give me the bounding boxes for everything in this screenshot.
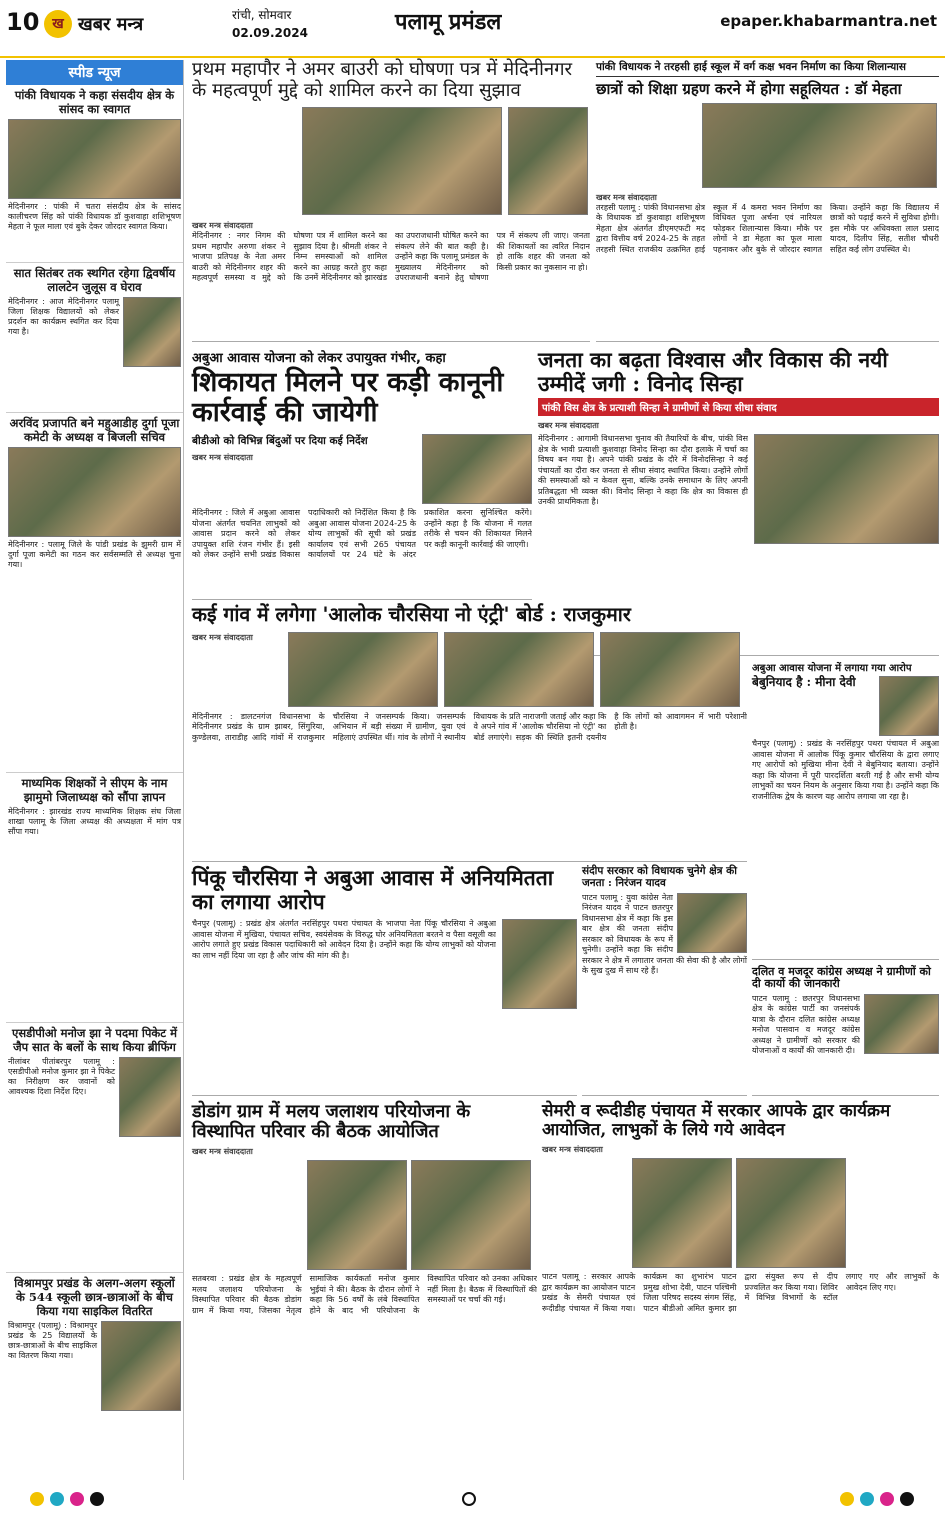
brief-body: मेदिनीनगर : आज मेदिनीनगर पलामू जिला शिक्षक विद्यालयों को लेकर प्रदर्शन का कार्यक्रम स्थगित कर दिया गया है। xyxy=(8,297,119,336)
edition-date: 02.09.2024 xyxy=(232,26,308,40)
page-number: 10 xyxy=(6,8,40,36)
dodang-headline: डोडांग ग्राम में मलय जलाशय परियोजना के विस्थापित परिवार की बैठक आयोजित xyxy=(192,1101,471,1143)
bureau-line: खबर मन्त्र संवाददाता xyxy=(192,632,253,642)
brief-headline: विश्रामपुर प्रखंड के अलग-अलग स्कूलों के 544 स्कूली छात्र-छात्राओं के बीच किया गया साइकिल वितरित xyxy=(14,1276,175,1318)
sandeep-portrait xyxy=(677,893,747,953)
sandeep-body: पाटन पलामू : युवा कांग्रेस नेता निरंजन यादव ने पाटन छतरपुर विधानसभा क्षेत्र में कहा कि इस बार क्षेत्र की जनता संदीप सरकार को विधायक के रूप में चुनेगी। उन्होंने कहा कि संदीप सरकार ने क्षेत्र में लगातार जनता की सेवा की है और लोगों के सुख दुख में साथ रहे हैं। xyxy=(582,892,747,975)
bureau-line: खबर मन्त्र संवाददाता xyxy=(192,453,253,463)
brief-item[interactable] xyxy=(6,1023,183,1273)
mina-body: चैनपुर (पलामू) : प्रखंड के नरसिंहपुर पथरा पंचायत में अबुआ आवास योजना में आलोक पिंकू कुमार चौरसिया के द्वारा लगाए गए आरोपों को मुखिया मीना देवी ने बेबुनियाद बताया। उन्होंने कहा कि योजना में पूरी पारदर्शिता बरती गई है और सभी योग्य लाभुकों का चयन नियम के अनुसार किया गया है। उन्होंने कहा कि राजनीतिक द्वेष के कारण यह आरोप लगाया जा रहा है। xyxy=(752,739,939,801)
brief-item[interactable] xyxy=(6,773,183,1023)
dalit-headline: दलित व मजदूर कांग्रेस अध्यक्ष ने ग्रामीणों को दी कार्यो की जानकारी xyxy=(752,965,931,991)
alok-body: मेदिनीनगर : डालटनगंज विधानसभा के मेदिनीनगर प्रखंड के ग्राम झाबर, सिंगुरिया, कुण्डेलवा, ताराडीह आदि गांवों में राजकुमार चौरसिया ने जनसम्पर्क किया। जनसम्पर्क अभियान में बड़ी संख्या में ग्रामीण, युवा एवं महिलाएं उपस्थित थीं। गांव के लोगों ने स्थानीय विधायक के प्रति नाराजगी जताई और कहा कि वे अपने गांव में 'आलोक चौरसिया नो एंट्री' का बोर्ड लगाएंगे। सड़क की स्थिति इतनी दयनीय है कि लोगों को आवागमन में भारी परेशानी होती है। xyxy=(192,711,747,742)
top-story[interactable] xyxy=(192,60,590,342)
mina-portrait xyxy=(879,676,939,736)
semri-headline: सेमरी व रूदीडीह पंचायत में सरकार आपके द्वार कार्यक्रम आयोजित, लाभुकों के लिये गये आवेदन xyxy=(542,1101,891,1141)
right-top-kicker: पांकी विधायक ने तरहसी हाई स्कूल में वर्ग कक्ष भवन निर्माण का किया शिलान्यास xyxy=(596,60,939,77)
registration-mark-icon xyxy=(30,1492,44,1506)
brief-body: मेदिनीनगर : पांकी में चतरा संसदीय क्षेत्र के सांसद कालीचरण सिंह को पांकी विधायक डॉ कुशवाहा शशिभूषण मेहता ने फूल माला एवं बुके देकर जोरदार स्वागत किया। xyxy=(8,202,181,231)
brief-headline: माध्यमिक शिक्षकों ने सीएम के नाम झामुमो जिलाध्यक्ष को सौंपा ज्ञापन xyxy=(21,776,168,804)
awas-subhead: बीडीओ को विभिन्न बिंदुओं पर दिया कई निर्देश xyxy=(192,435,368,448)
alok-photo-3 xyxy=(600,632,740,707)
registration-mark-icon xyxy=(70,1492,84,1506)
speed-news-label: स्पीड न्यूज xyxy=(6,60,183,85)
awas-headline: शिकायत मिलने पर कड़ी कानूनी कार्रवाई की जायेगी xyxy=(192,367,504,429)
vinod-photo xyxy=(754,434,939,544)
epaper-url[interactable]: epaper.khabarmantra.net xyxy=(720,12,937,30)
brief-body: मेदिनीनगर : पलामू जिले के पांडी प्रखंड के झुमरी ग्राम में दुर्गा पूजा कमेटी का गठन कर सर्वसम्मति से अध्यक्ष चुना गया। xyxy=(8,540,181,569)
top-story-headline: प्रथम महापौर ने अमर बाउरी को घोषणा पत्र में मेदिनीनगर के महत्वपूर्ण मुद्दे को शामिल करने का दिया सुझाव xyxy=(192,59,573,101)
vinod-headline: जनता का बढ़ता विश्वास और विकास की नयी उम्मीदें जगी : विनोद सिन्हा xyxy=(538,347,888,396)
dodang-body: सतबरवा : प्रखंड क्षेत्र के महत्वपूर्ण मलय जलाशय परियोजना के विस्थापित परिवार की बैठक डोडांग ग्राम में किया गया, जिसका नेतृत्व सामाजिक कार्यकर्ता मनोज कुमार भुईयां ने की। बैठक के दौरान लोगों ने कहा कि 56 वर्षों के लंबे विस्थापित होने के बाद भी परियोजना के विस्थापित परिवार को उनका अधिकार नहीं मिला है। बैठक में विस्थापितों की समस्याओं पर चर्चा की गई। xyxy=(192,1274,537,1315)
registration-mark-icon xyxy=(50,1492,64,1506)
brief-item[interactable] xyxy=(6,1273,183,1488)
brief-item[interactable] xyxy=(6,413,183,773)
awas-portrait xyxy=(422,434,532,504)
bureau-line: खबर मन्त्र संवाददाता xyxy=(192,1147,253,1157)
brief-photo xyxy=(8,119,181,199)
registration-mark-icon xyxy=(840,1492,854,1506)
brand-name: खबर मन्त्र xyxy=(78,14,144,35)
right-top-headline: छात्रों को शिक्षा ग्रहण करने में होगा सहूलियत : डॉ मेहता xyxy=(596,80,902,98)
brief-headline: एसडीपीओ मनोज झा ने पदमा पिकेट में जैप सात के बलों के साथ किया ब्रीफिंग xyxy=(12,1026,177,1054)
alok-photo-1 xyxy=(288,632,438,707)
brief-portrait xyxy=(119,1057,181,1137)
dalit-body: पाटन पलामू : छतरपुर विधानसभा क्षेत्र के कांग्रेस पार्टी का जनसंपर्क यात्रा के दौरान दलित कांग्रेस अध्यक्ष मनोज पासवान व मजदूर कांग्रेस अध्यक्ष ने ग्रामीणों को सरकार की योजनाओं व कार्यों की जानकारी दी। xyxy=(752,993,860,1056)
semri-photo xyxy=(632,1158,732,1268)
brief-body: विश्रामपुर (पलामू) : विश्रामपुर प्रखंड के 25 विद्यालयों के छात्र-छात्राओं के बीच साइकिल का वितरण किया गया। xyxy=(8,1321,97,1360)
registration-mark-icon xyxy=(900,1492,914,1506)
top-story-photo-2 xyxy=(508,107,588,215)
pinku-headline: पिंकू चौरसिया ने अबुआ आवास में अनियमितता का लगाया आरोप xyxy=(192,865,554,914)
registration-mark-icon xyxy=(880,1492,894,1506)
brief-headline: सात सितंबर तक स्थगित रहेगा द्विवर्षीय लालटेन जुलूस व घेराव xyxy=(13,266,176,294)
semri-story[interactable] xyxy=(542,1102,939,1480)
masthead xyxy=(0,0,945,58)
dalit-photo xyxy=(864,994,939,1054)
brand-logo-icon: ख xyxy=(44,10,72,38)
pinku-story[interactable] xyxy=(192,866,577,1096)
top-story-photo xyxy=(302,107,502,215)
dalit-story[interactable] xyxy=(752,966,939,1096)
vinod-body: मेदिनीनगर : आगामी विधानसभा चुनाव की तैयारियों के बीच, पांकी विस क्षेत्र के भावी प्रत्याशी कुशवाहा विनोद सिन्हा का दौरा इलाके में चर्चा का विषय बन गया है। अपने पांकी प्रखंड के दौरे में विनोदसिन्हा ने कई पंचायतों का दौरा कर जनता से सीधा संवाद स्थापित किया। उन्होंने लोगों की समस्याओं को न केवल सुना, बल्कि उनके समाधान के लिए अपनी प्रतिबद्धता भी व्यक्त की। विनोद सिन्हा ने कहा कि क्षेत्र का विकास ही उनकी प्राथमिकता है। xyxy=(538,434,748,507)
awas-body: मेदिनीनगर : जिले में अबुआ आवास योजना अंतर्गत चयनित लाभुकों को आवास प्रदान करने को लेकर उपायुक्त शशि रंजन गंभीर हैं। इसी को लेकर उन्होंने सभी प्रखंड विकास पदाधिकारी को निर्देशित किया है कि अबुआ आवास योजना 2024-25 के योग्य लाभुकों की सूची को प्रखंड कार्यालय एवं सभी 265 पंचायत कार्यालयों पर 24 घंटे के अंदर प्रकाशित करना सुनिश्चित करेंगे। उन्होंने कहा है कि योजना में गलत तरीके से चयन की शिकायत मिलने पर कड़ी कानूनी कार्रवाई की जाएगी। xyxy=(192,508,532,560)
alok-photo-2 xyxy=(444,632,594,707)
brief-body: मेदिनीनगर : झारखंड राज्य माध्यमिक शिक्षक संघ जिला शाखा पलामू के जिला अध्यक्ष की अध्यक्षता में मांग पत्र सौंपा गया। xyxy=(8,807,181,836)
mina-story[interactable] xyxy=(752,660,939,960)
alok-headline: कई गांव में लगेगा 'आलोक चौरसिया नो एंट्री' बोर्ड : राजकुमार xyxy=(192,603,631,626)
brief-photo xyxy=(101,1321,181,1411)
semri-photo-2 xyxy=(736,1158,846,1268)
brief-portrait xyxy=(123,297,181,367)
print-registration-strip xyxy=(0,1482,945,1517)
brief-photo xyxy=(8,447,181,537)
brief-item[interactable] xyxy=(6,85,183,263)
awas-story[interactable] xyxy=(192,348,532,600)
vinod-subhead: पांकी विस क्षेत्र के प्रत्याशी सिन्हा ने ग्रामीणों से किया सीधा संवाद xyxy=(538,398,939,416)
bureau-line: खबर मन्त्र संवाददाता xyxy=(542,1145,603,1155)
bureau-line: खबर मन्त्र संवाददाता xyxy=(596,192,657,202)
brief-body: नीलांबर पीतांबरपुर पलामू : एसडीपीओ मनोज कुमार झा ने पिकेट का निरीक्षण कर जवानों को आवश्यक दिशा निर्देश दिए। xyxy=(8,1057,115,1096)
bureau-line: खबर मन्त्र संवाददाता xyxy=(192,221,253,231)
registration-mark-icon xyxy=(90,1492,104,1506)
section-title: पलामू प्रमंडल xyxy=(395,9,502,35)
sandeep-story[interactable] xyxy=(582,866,747,1096)
right-top-story[interactable] xyxy=(596,60,939,342)
crosshair-icon xyxy=(462,1492,476,1506)
brief-item[interactable] xyxy=(6,263,183,413)
dodang-story[interactable] xyxy=(192,1102,537,1480)
pinku-portrait xyxy=(502,919,577,1009)
top-story-body: मेदिनीनगर : नगर निगम की प्रथम महापौर अरुणा शंकर ने भाजपा प्रतिपक्ष के नेता अमर बाउरी को मेदिनीनगर शहर की महत्वपूर्ण समस्या व मुद्दे को घोषणा पत्र में शामिल करने का सुझाव दिया है। श्रीमती शंकर ने निम्न समस्याओं को शामिल करने का आग्रह करते हुए कहा कि उनमें मेदिनीनगर को झारखंड का उपराजधानी घोषित करने का संकल्प लेने की बात कही है। उन्होंने कहा कि पलामू प्रमंडल के मुख्यालय मेदिनीनगर को उपराजधानी बनाने हेतु घोषणा पत्र में संकल्प ली जाए। जनता की शिकायतों का त्वरित निदान हो ताकि शहर की जनता को किसी प्रकार का नुकसान ना हो। xyxy=(192,231,590,283)
speed-news-column xyxy=(6,60,184,1480)
awas-kicker: अबुआ आवास योजना को लेकर उपायुक्त गंभीर, कहा xyxy=(192,351,446,366)
edition-city-day: रांची, सोमवार xyxy=(232,8,292,22)
dodang-photo-2 xyxy=(411,1160,531,1270)
mina-headline: बेबुनियाद है : मीना देवी xyxy=(752,675,856,689)
dodang-photo xyxy=(307,1160,407,1270)
alok-story[interactable] xyxy=(192,604,747,862)
right-top-photo xyxy=(702,103,937,188)
brief-headline: पांकी विधायक ने कहा संसदीय क्षेत्र के सांसद का स्वागत xyxy=(14,88,175,116)
sandeep-headline: संदीप सरकार को विधायक चुनेगे क्षेत्र की जनता : निरंजन यादव xyxy=(582,865,737,889)
right-top-body: तरहसी पलामू : पांकी विधानसभा क्षेत्र के विधायक डॉ कुशवाहा शशिभूषण मेहता क्षेत्र अंतर्गत डीएमएफटी मद द्वारा वित्तीय वर्ष 2024-25 के तहत तरहसी स्थित राजकीय उत्क्रमित हाई स्कूल में 4 कमरा भवन निर्माण का विधिवत पूजा अर्चना एवं नारियल फोड़कर शिलान्यास किया। मौके पर लोगों ने डा मेहता का फूल माला पहनाकर और बुके से जोरदार स्वागत किया। उन्होंने कहा कि विद्यालय में छात्रों को पढ़ाई करने में सुविधा होगी। इस मौके पर अधिवक्ता लाल प्रसाद यादव, दिलीप सिंह, सतीश चौधरी सहित कई लोग उपस्थित थे। xyxy=(596,202,939,254)
brief-headline: अरविंद प्रजापति बने महुआडीह दुर्गा पूजा कमेटी के अध्यक्ष व बिजली सचिव xyxy=(9,416,180,444)
semri-body: पाटन पलामू : सरकार आपके द्वार कार्यक्रम का आयोजन पाटन प्रखंड के सेमरी पंचायत एवं रूदीडीह पंचायत में किया गया। कार्यक्रम का शुभारंभ पाटन प्रमुख शोभा देवी, पाटन पश्चिमी जिला परिषद सदस्य संगम सिंह, पाटन बीडीओ अमित कुमार झा द्वारा संयुक्त रूप से दीप प्रज्वलित कर किया गया। शिविर में विभिन्न विभागों के स्टॉल लगाए गए और लाभुकों के आवेदन लिए गए। xyxy=(542,1272,939,1313)
pinku-body: चैनपुर (पलामू) : प्रखंड क्षेत्र अंतर्गत नरसिंहपुर पथरा पंचायत के भाजपा नेता पिंकू चौरसिया ने अबुआ आवास योजना में मुखिया, पंचायत सचिव, स्वयंसेवक के विरुद्ध घोर अनियमितता बरतने व पैसा वसूली का आरोप लगाते हुए प्रखंड विकास पदाधिकारी को आवेदन दिया है। उन्होंने कहा कि योग्य लाभुकों को योजना का लाभ नहीं दिया जा रहा है और जांच की मांग की है। xyxy=(192,919,496,960)
registration-mark-icon xyxy=(860,1492,874,1506)
mina-kicker: अबुआ आवास योजना में लगाया गया आरोप xyxy=(752,663,912,674)
bureau-line: खबर मन्त्र संवाददाता xyxy=(538,421,599,431)
